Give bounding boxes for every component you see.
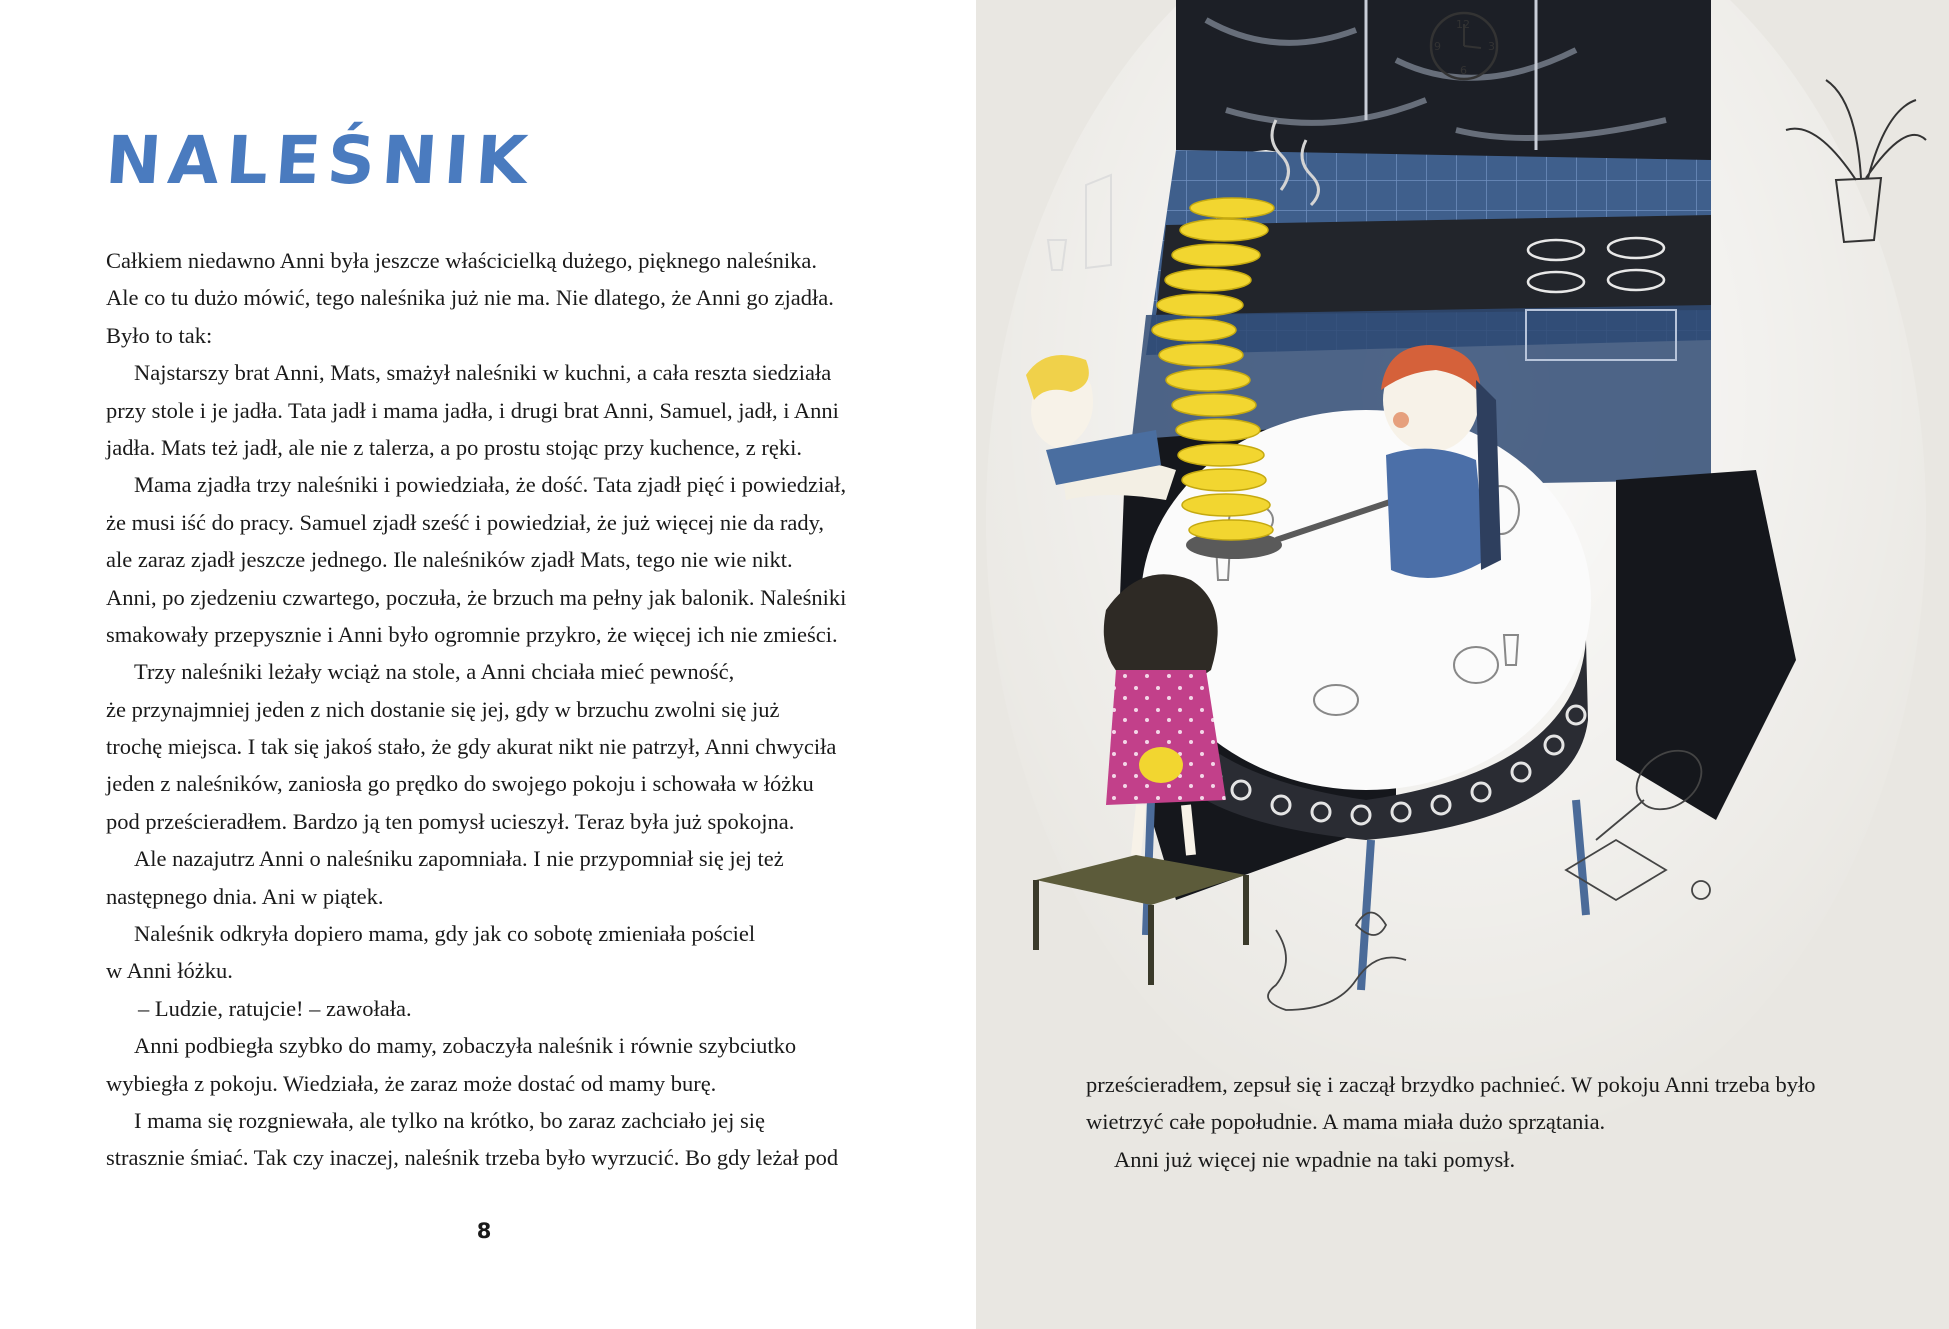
- text-line: że przynajmniej jeden z nich dostanie się jej, gdy w brzuchu zwolni się już: [106, 696, 780, 722]
- text-line: Było to tak:: [106, 322, 213, 348]
- clock-number: 12: [1456, 18, 1470, 31]
- text-line: pod prześcieradłem. Bardzo ją ten pomysł ucieszył. Teraz była już spokojna.: [106, 808, 795, 834]
- chapter-title: NALEŚNIK: [103, 122, 537, 199]
- text-line: Naleśnik odkryła dopiero mama, gdy jak co sobotę zmieniała pościel: [134, 921, 756, 947]
- text-line: – Ludzie, ratujcie! – zawołała.: [138, 995, 412, 1021]
- text-line: Ale co tu dużo mówić, tego naleśnika już nie ma. Nie dlatego, że Anni go zjadła.: [106, 285, 834, 311]
- clock-number: 9: [1434, 40, 1441, 53]
- clock-number: 3: [1488, 40, 1495, 53]
- text-line: trochę miejsca. I tak się jakoś stało, że gdy akurat nikt nie patrzył, Anni chwyciła: [106, 734, 837, 760]
- text-line: ale zaraz zjadł jeszcze jednego. Ile naleśników zjadł Mats, tego nie wie nikt.: [106, 547, 793, 573]
- text-line: jadła. Mats też jadł, ale nie z talerza, a po prostu stojąc przy kuchence, z ręki.: [106, 434, 802, 460]
- text-line: wietrzyć całe popołudnie. A mama miała dużo sprzątania.: [1086, 1109, 1606, 1135]
- page-number: 8: [476, 1219, 492, 1243]
- right-page: [976, 0, 1949, 1329]
- text-line: Ale nazajutrz Anni o naleśniku zapomniała. I nie przypomniał się jej też: [134, 846, 784, 872]
- text-line: jeden z naleśników, zaniosła go prędko do swojego pokoju i schowała w łóżku: [106, 771, 814, 797]
- clock-number: 6: [1460, 64, 1467, 77]
- text-line: wybiegła z pokoju. Wiedziała, że zaraz może dostać od mamy burę.: [106, 1070, 717, 1096]
- left-body-text: [106, 242, 876, 1177]
- text-line: Najstarszy brat Anni, Mats, smażył naleśniki w kuchni, a cała reszta siedziała: [134, 360, 832, 386]
- text-line: smakowały przepysznie i Anni było ogromnie przykro, że więcej ich nie zmieści.: [106, 621, 838, 647]
- text-line: Trzy naleśniki leżały wciąż na stole, a Anni chciała mieć pewność,: [134, 659, 735, 685]
- text-line: Całkiem niedawno Anni była jeszcze właścicielką dużego, pięknego naleśnika.: [106, 248, 818, 273]
- text-line: Anni, po zjedzeniu czwartego, poczuła, że brzuch ma pełny jak balonik. Naleśniki: [106, 584, 847, 610]
- text-line: w Anni łóżku.: [106, 958, 233, 984]
- text-line: Anni podbiegła szybko do mamy, zobaczyła naleśnik i równie szybciutko: [134, 1033, 797, 1059]
- text-line: przy stole i je jadła. Tata jadł i mama jadła, i drugi brat Anni, Samuel, jadł, i Anni: [106, 397, 839, 423]
- right-body-text: [1086, 1066, 1886, 1178]
- text-line: że musi iść do pracy. Samuel zjadł sześć i powiedział, że już więcej nie da rady,: [106, 509, 825, 535]
- text-line: następnego dnia. Ani w piątek.: [106, 883, 384, 909]
- text-line: strasznie śmiać. Tak czy inaczej, naleśnik trzeba było wyrzucić. Bo gdy leżał pod: [106, 1145, 839, 1171]
- text-line: Anni już więcej nie wpadnie na taki pomysł.: [1114, 1146, 1516, 1172]
- text-line: Mama zjadła trzy naleśniki i powiedziała, że dość. Tata zjadł pięć i powiedział,: [134, 472, 847, 498]
- text-line: I mama się rozgniewała, ale tylko na krótko, bo zaraz zachciało jej się: [134, 1107, 765, 1133]
- text-line: prześcieradłem, zepsuł się i zaczął brzydko pachnieć. W pokoju Anni trzeba było: [1086, 1072, 1816, 1097]
